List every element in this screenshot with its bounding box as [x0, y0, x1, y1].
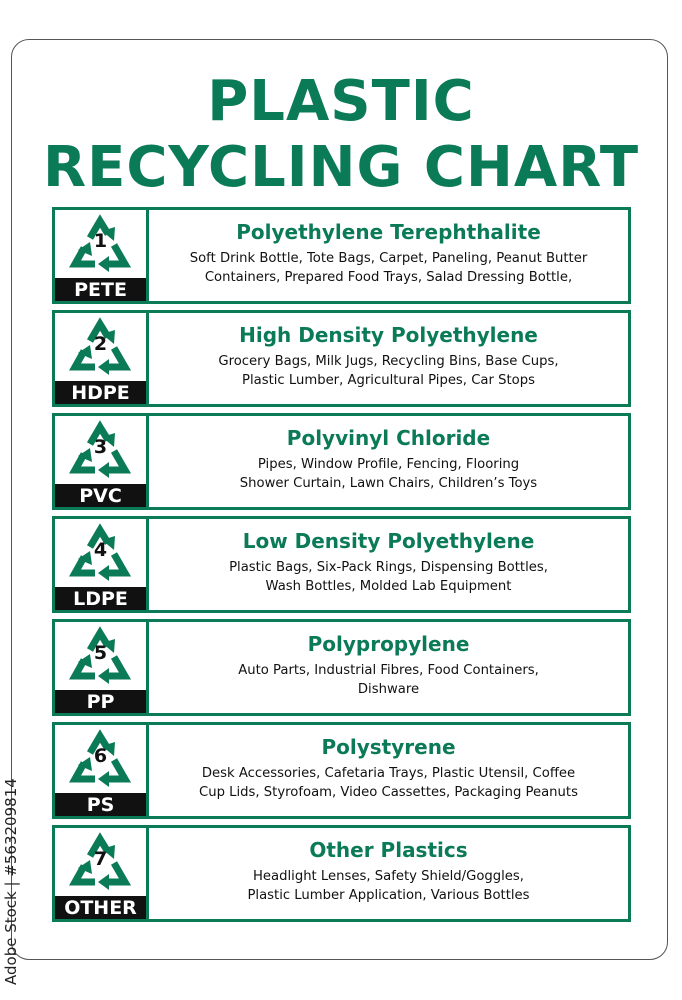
- resin-number: 5: [93, 642, 108, 664]
- recycle-symbol: [55, 210, 149, 301]
- plastic-row-ldpe: [52, 516, 631, 613]
- uses-line-2: Containers, Prepared Food Trays, Salad Dressing Bottle,: [204, 270, 573, 285]
- plastic-row-pvc: [52, 413, 631, 510]
- plastic-uses: [149, 764, 628, 802]
- plastic-name: Polyvinyl Chloride: [286, 426, 491, 450]
- plastic-row-other: [52, 825, 631, 922]
- resin-code: PP: [55, 690, 146, 713]
- plastic-info: [149, 828, 628, 919]
- resin-number: 4: [93, 539, 108, 561]
- resin-code: PS: [55, 793, 146, 816]
- uses-line-1: Auto Parts, Industrial Fibres, Food Containers,: [238, 663, 539, 678]
- uses-line-2: Shower Curtain, Lawn Chairs, Children’s Toys: [239, 476, 538, 491]
- resin-code: OTHER: [55, 896, 146, 919]
- recycle-symbol: [55, 725, 149, 816]
- resin-number: 6: [93, 745, 108, 767]
- uses-line-2: Plastic Lumber, Agricultural Pipes, Car Stops: [242, 373, 535, 388]
- uses-line-2: Dishware: [357, 682, 420, 697]
- watermark: Adobe Stock | #563209814: [2, 778, 20, 985]
- plastic-list: [52, 207, 631, 928]
- uses-line-2: Cup Lids, Styrofoam, Video Cassettes, Packaging Peanuts: [199, 785, 578, 800]
- resin-number: 3: [93, 436, 108, 458]
- plastic-name: Polystyrene: [321, 735, 456, 759]
- plastic-uses: [149, 558, 628, 596]
- resin-code: HDPE: [55, 381, 146, 404]
- recycle-symbol: [55, 416, 149, 507]
- title-line-1: PLASTIC: [207, 69, 475, 134]
- plastic-info: [149, 313, 628, 404]
- plastic-name: Other Plastics: [309, 838, 468, 862]
- plastic-info: [149, 210, 628, 301]
- uses-line-1: Pipes, Window Profile, Fencing, Flooring: [257, 457, 520, 472]
- plastic-info: [149, 725, 628, 816]
- uses-line-1: Desk Accessories, Cafetaria Trays, Plastic Utensil, Coffee: [201, 766, 576, 781]
- uses-line-1: Grocery Bags, Milk Jugs, Recycling Bins, Base Cups,: [218, 354, 559, 369]
- resin-code: PVC: [55, 484, 146, 507]
- recycle-symbol: [55, 828, 149, 919]
- plastic-uses: [149, 867, 628, 905]
- plastic-name: Low Density Polyethylene: [242, 529, 535, 553]
- plastic-info: [149, 416, 628, 507]
- uses-line-1: Plastic Bags, Six-Pack Rings, Dispensing Bottles,: [229, 560, 548, 575]
- plastic-info: [149, 622, 628, 713]
- uses-line-1: Soft Drink Bottle, Tote Bags, Carpet, Paneling, Peanut Butter: [189, 251, 588, 266]
- plastic-uses: [149, 661, 628, 699]
- plastic-row-ps: [52, 722, 631, 819]
- title-line-2: RECYCLING CHART: [42, 135, 640, 200]
- resin-code: LDPE: [55, 587, 146, 610]
- uses-line-2: Wash Bottles, Molded Lab Equipment: [265, 579, 512, 594]
- recycle-symbol: [55, 622, 149, 713]
- plastic-name: Polyethylene Terephthalite: [236, 220, 541, 244]
- plastic-info: [149, 519, 628, 610]
- plastic-row-pete: [52, 207, 631, 304]
- resin-code: PETE: [55, 278, 146, 301]
- resin-number: 2: [93, 333, 108, 355]
- uses-line-1: Headlight Lenses, Safety Shield/Goggles,: [253, 869, 524, 884]
- plastic-name: High Density Polyethylene: [239, 323, 538, 347]
- recycle-symbol: [55, 519, 149, 610]
- plastic-name: Polypropylene: [307, 632, 470, 656]
- plastic-uses: [149, 352, 628, 390]
- resin-number: 1: [93, 230, 108, 252]
- plastic-row-hdpe: [52, 310, 631, 407]
- recycle-symbol: [55, 313, 149, 404]
- resin-number: 7: [93, 848, 108, 870]
- plastic-row-pp: [52, 619, 631, 716]
- uses-line-2: Plastic Lumber Application, Various Bottles: [247, 888, 530, 903]
- plastic-uses: [149, 455, 628, 493]
- plastic-uses: [149, 249, 628, 287]
